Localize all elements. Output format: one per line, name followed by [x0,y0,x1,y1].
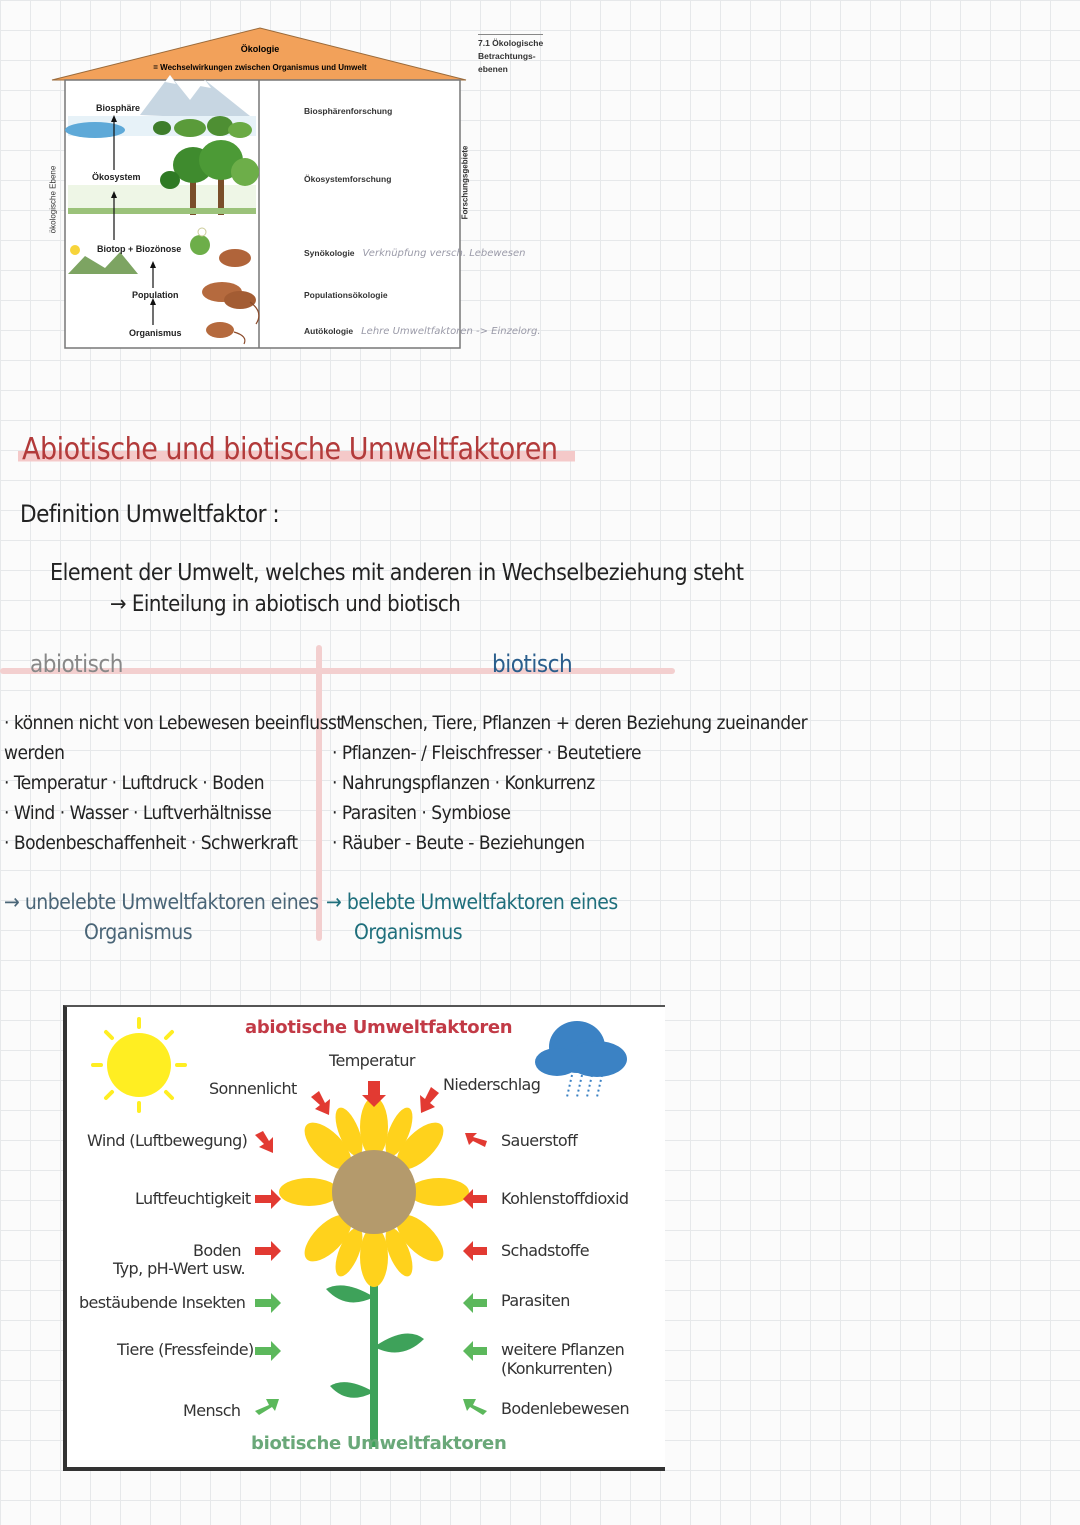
biotic-line-4: · Parasiten · Symbiose [332,802,511,824]
label-pollutants: Schadstoffe [501,1241,589,1260]
ecology-levels-diagram [40,20,560,360]
side-label-left: ökologische Ebene [48,165,58,234]
biotic-line-3: · Nahrungspflanzen · Konkurrenz [332,772,595,794]
label-co2: Kohlenstoffdioxid [501,1189,629,1208]
label-oxygen: Sauerstoff [501,1131,578,1150]
biotic-line-1: Menschen, Tiere, Pflanzen + deren Beziehung zueinander [340,712,808,734]
field-biosphere [304,106,392,116]
roof-subtitle: = Wechselwirkungen zwischen Organismus und Umwelt [153,63,367,72]
level-ecosystem: Ökosystem [92,172,141,182]
label-competitors: (Konkurrenten) [501,1359,613,1378]
chapter-line-1: 7.1 Ökologische [478,38,544,48]
sunflower-graphic [67,1007,665,1467]
label-human: Mensch [183,1401,241,1420]
biotic-line-2: · Pflanzen- / Fleischfresser · Beutetiere [332,742,642,764]
abiotic-line-2: werden [4,742,65,764]
abiotic-summary-2: Organismus [84,920,193,944]
biotic-factors-title: biotische Umweltfaktoren [251,1433,507,1454]
arrow-plants [463,1341,487,1361]
field-label: Populationsökologie [304,290,388,300]
abiotic-line-1: · können nicht von Lebewesen beeinflusst [4,712,343,734]
field-synecology [304,248,525,259]
arrow-wind [255,1131,273,1153]
arrow-animals [255,1341,281,1361]
label-other-plants: weitere Pflanzen [501,1340,625,1359]
label-precipitation: Niederschlag [443,1075,541,1094]
chapter-line-2: Betrachtungs- [478,51,536,61]
arrow-oxygen [465,1133,487,1147]
definition-arrow: → Einteilung in abiotisch und biotisch [110,592,461,617]
field-autecology [304,326,541,337]
biotic-title: biotisch [492,650,573,678]
definition-label: Definition Umweltfaktor : [20,500,280,528]
arrow-rain [420,1087,439,1113]
arrow-soil-organisms [463,1399,487,1415]
label-humidity: Luftfeuchtigkeit [135,1189,251,1208]
arrow-human [255,1399,279,1415]
label-soil-organisms: Bodenlebewesen [501,1399,630,1418]
level-biosphere: Biosphäre [96,103,141,113]
sun-icon [93,1019,185,1111]
arrow-sunlight [311,1091,330,1115]
label-temperature: Temperatur [329,1051,415,1070]
field-label: Biosphärenforschung [304,106,393,116]
biotic-line-5: · Räuber - Beute - Beziehungen [332,832,585,854]
label-sunlight: Sonnenlicht [209,1079,297,1098]
abiotic-factors-title: abiotische Umweltfaktoren [245,1017,513,1038]
abiotic-line-4: · Wind · Wasser · Luftverhältnisse [4,802,272,824]
arrow-insects [255,1293,281,1313]
field-note: Verknüpfung versch. Lebewesen [362,248,526,259]
arrow-soil [255,1241,281,1261]
section-heading: Abiotische und biotische Umweltfaktoren [18,432,575,467]
field-ecosystem [304,174,391,184]
biotic-summary-1: → belebte Umweltfaktoren eines [326,890,618,914]
definition-text: Element der Umwelt, welches mit anderen in Wechselbeziehung steht [50,560,744,586]
abiotic-summary-1: → unbelebte Umweltfaktoren eines [4,890,319,914]
abiotic-line-3: · Temperatur · Luftdruck · Boden [4,772,265,794]
label-soil-details: Typ, pH-Wert usw. [113,1259,246,1278]
field-label: Ökosystemforschung [304,174,392,184]
chapter-line-3: ebenen [478,64,508,74]
label-soil: Boden [193,1241,241,1260]
abiotic-title: abiotisch [30,650,123,678]
label-parasites: Parasiten [501,1291,570,1310]
sunflower-icon [279,1097,469,1447]
level-organism: Organismus [129,328,182,338]
level-population: Population [132,290,179,300]
field-population [304,290,388,300]
level-biotope: Biotop + Biozönose [97,244,182,254]
sunflower-factors-figure [63,1005,665,1471]
field-label: Autökologie [304,326,354,336]
chapter-label [478,34,543,76]
arrow-humidity [255,1189,281,1209]
biotic-summary-2: Organismus [354,920,463,944]
label-wind: Wind (Luftbewegung) [87,1131,248,1150]
label-pollinators: bestäubende Insekten [79,1293,246,1312]
roof-title: Ökologie [240,44,280,54]
side-label-right: Forschungsgebiete [460,145,470,220]
label-predators: Tiere (Fressfeinde) [117,1340,254,1359]
arrow-parasites [463,1293,487,1313]
arrow-pollutants [463,1241,487,1261]
field-label: Synökologie [304,248,355,258]
field-note: Lehre Umweltfaktoren -> Einzelorg. [361,326,541,337]
rain-cloud-icon [535,1021,627,1097]
abiotic-line-5: · Bodenbeschaffenheit · Schwerkraft [4,832,298,854]
